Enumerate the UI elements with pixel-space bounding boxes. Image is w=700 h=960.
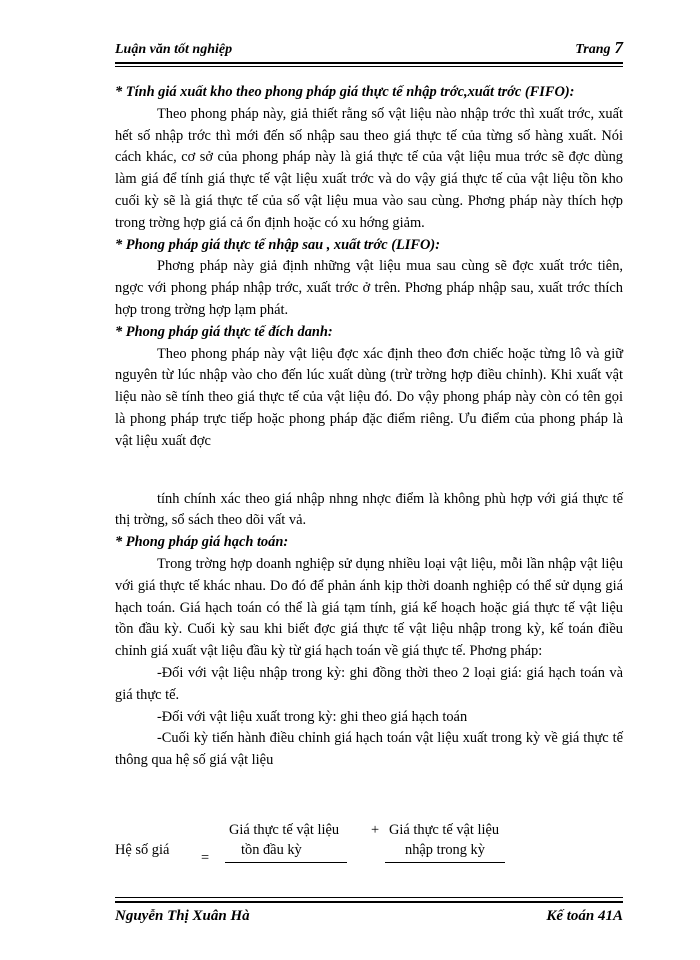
- section-heading: * Phong pháp giá hạch toán:: [115, 534, 289, 551]
- fraction-bar-right: [385, 862, 505, 863]
- page-number: 7: [614, 38, 623, 57]
- formula-denominator-left: tồn đầu kỳ: [241, 842, 302, 858]
- body-paragraph: -Đối với vật liệu xuất trong kỳ: ghi theo giá hạch toán: [157, 708, 468, 725]
- footer-author: Nguyễn Thị Xuân Hà: [115, 908, 250, 924]
- footer-rule-thin: [115, 897, 623, 898]
- body-paragraph: Theo phong pháp này vật liệu đợc xác định theo đơn chiếc hoặc từng lô và giữ nguyên từ lúc nhập vào cho đến lúc xuất dùng (trừ trờng hợp điều chỉnh). Khi xuất vật liệu nào sẽ tính theo giá thực tế của vật liệu đó. Do vậy phong pháp này còn có tên gọi là phong pháp trực tiếp hoặc phong pháp đặc điểm riêng. Ưu điểm của phong pháp là vật liệu xuất đợc: [115, 345, 623, 449]
- header-title: Luận văn tốt nghiệp: [115, 42, 233, 57]
- body-paragraph: -Cuối kỳ tiến hành điều chỉnh giá hạch toán vật liệu xuất trong kỳ về giá thực tế thông qua hệ số giá vật liệu: [115, 730, 623, 769]
- body-paragraph: Trong trờng hợp doanh nghiệp sử dụng nhiều loại vật liệu, mỗi lần nhập vật liệu với giá thực tế khác nhau. Do đó để phản ánh kịp thời doanh nghiệp có thể sử dụng giá hạch toán. Giá hạch toán có thể là giá tạm tính, giá kế hoạch hoặc giá thực tế vật liệu tồn đầu kỳ. Cuối kỳ sau khi biết đợc giá thực tế vật liệu nhập trong kỳ, kế toán điều chỉnh giá xuất vật liệu đầu kỳ từ giá hạch toán về giá thực tế. Phơng pháp:: [115, 555, 623, 660]
- page-footer: [115, 908, 623, 930]
- header-page: [575, 38, 623, 58]
- fraction-bar-left: [225, 862, 347, 863]
- formula-denominator-right: nhập trong kỳ: [405, 842, 485, 858]
- section-heading: * Phong pháp giá thực tế nhập sau , xuất trớc (LIFO):: [115, 236, 440, 253]
- header-rule: [115, 62, 623, 64]
- footer-class: Kế toán 41A: [546, 908, 623, 924]
- formula-label: Hệ số giá: [115, 842, 170, 858]
- document-body: [115, 82, 623, 772]
- formula-numerator-left: Giá thực tế vật liệu: [229, 822, 340, 838]
- body-paragraph: -Đối với vật liệu nhập trong kỳ: ghi đồng thời theo 2 loại giá: giá hạch toán và giá thực tế.: [115, 664, 623, 703]
- section-heading: * Phong pháp giá thực tế đích danh:: [115, 323, 333, 340]
- footer-rule: [115, 901, 623, 903]
- section-heading: * Tính giá xuất kho theo phong pháp giá thực tế nhập trớc,xuất trớc (FIFO):: [115, 84, 575, 100]
- formula-equals: =: [201, 850, 210, 866]
- page-header: [115, 38, 623, 60]
- header-page-label: Trang: [575, 42, 611, 57]
- body-paragraph: Phơng pháp này giả định những vật liệu mua sau cùng sẽ đợc xuất trớc tiên, ngợc với phong pháp nhập trớc, xuất trớc ở trên. Phơng pháp nhập sau, xuất trớc thích hợp trong trờng hợp lạm phát.: [115, 258, 623, 318]
- price-coefficient-formula: [115, 822, 623, 866]
- header-rule-thin: [115, 66, 623, 67]
- body-paragraph: Theo phong pháp này, giả thiết rằng số vật liệu nào nhập trớc thì xuất trớc, xuất hết số nhập trớc thì mới đến số nhập sau theo giá thực tế của từng số hàng xuất. Nói cách khác, cơ sở của phong pháp này là giá thực tế của vật liệu mua trớc sẽ đợc dùng làm giá để tính giá thực tế vật liệu xuất trớc và do vậy giá thực tế của vật liệu tồn kho cuối kỳ sẽ là giá thực tế của số vật liệu mua vào sau cùng. Phơng pháp này thích hợp trong trờng hợp giá cả ổn định hoặc có xu hớng giảm.: [115, 105, 623, 231]
- formula-plus: +: [371, 822, 380, 838]
- formula-numerator-right: Giá thực tế vật liệu: [389, 822, 500, 838]
- body-paragraph: tính chính xác theo giá nhập nhng nhợc điểm là không phù hợp với giá thực tế thị trờng, sổ sách theo dõi vất vả.: [115, 490, 623, 529]
- paragraph-gap: [115, 453, 623, 489]
